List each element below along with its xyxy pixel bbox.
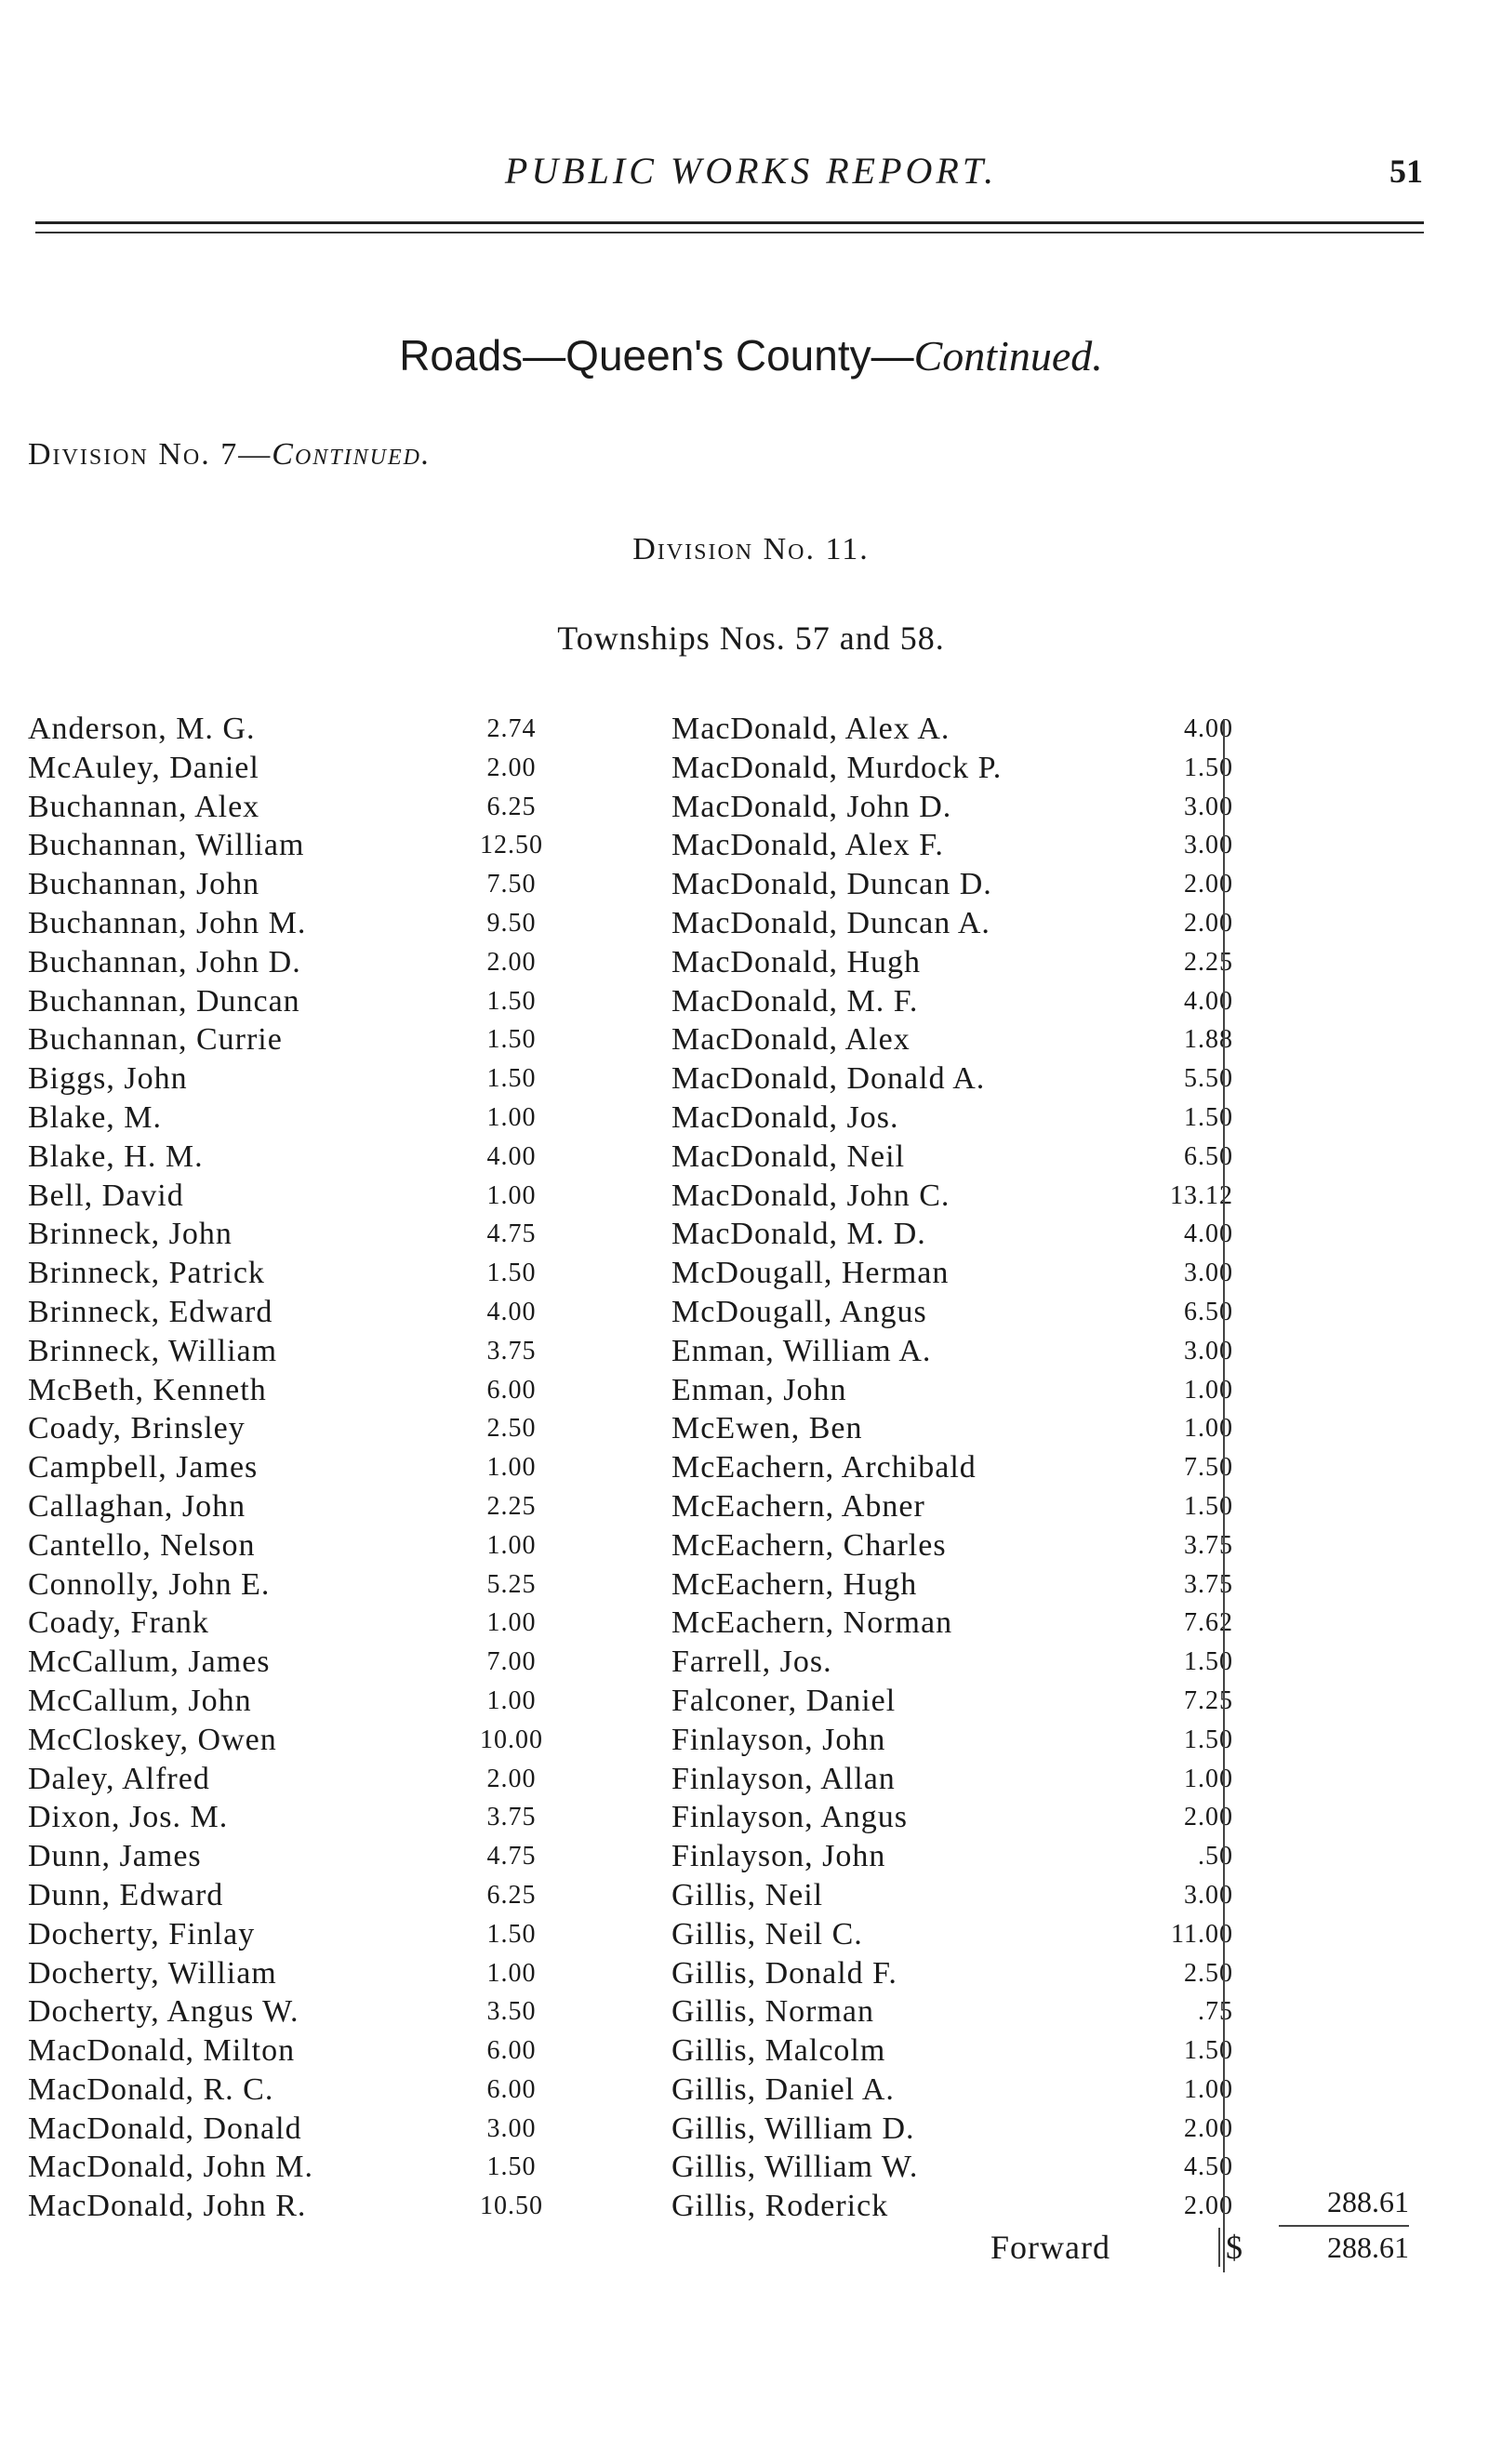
entry-name: McEwen, Ben xyxy=(671,1411,863,1446)
ledger-row xyxy=(28,1721,586,1760)
left-column xyxy=(28,710,586,2226)
entry-name: McCallum, James xyxy=(28,1645,271,1680)
entry-amount: 6.25 xyxy=(486,1880,537,1910)
entry-name: Gillis, Norman xyxy=(671,1994,874,2030)
townships-heading: Townships Nos. 57 and 58. xyxy=(557,619,945,657)
ledger-row xyxy=(28,1448,586,1487)
entry-amount: 1.00 xyxy=(1184,1414,1233,1444)
entry-name: Buchannan, Currie xyxy=(28,1022,283,1058)
entry-amount: 12.50 xyxy=(480,831,543,860)
entry-name: McCallum, John xyxy=(28,1683,252,1718)
entry-amount: 1.50 xyxy=(1184,1491,1233,1521)
ledger-row xyxy=(28,2031,586,2071)
entry-name: Campbell, James xyxy=(28,1450,259,1485)
entry-amount: 11.00 xyxy=(1171,1919,1233,1949)
entry-amount: 4.50 xyxy=(1184,2152,1233,2182)
ledger-row xyxy=(671,1215,1241,1254)
entry-amount: 1.50 xyxy=(1184,753,1233,782)
entry-amount: 6.25 xyxy=(486,792,537,821)
division-7-heading xyxy=(28,437,431,473)
entry-name: Dunn, James xyxy=(28,1839,202,1874)
ledger-row xyxy=(671,1526,1241,1565)
ledger-row xyxy=(671,1604,1241,1643)
entry-amount: 1.00 xyxy=(486,1685,537,1715)
entry-amount: 6.00 xyxy=(486,1375,537,1405)
ledger-row xyxy=(671,2187,1241,2226)
ledger-row xyxy=(671,1059,1241,1099)
entry-name: Gillis, Neil C. xyxy=(671,1916,863,1951)
entry-name: Enman, William A. xyxy=(671,1333,932,1368)
entry-amount: 4.00 xyxy=(1184,986,1233,1016)
ledger-row xyxy=(671,2110,1241,2149)
entry-amount: 3.75 xyxy=(486,1803,537,1832)
entry-name: MacDonald, Alex xyxy=(671,1022,911,1058)
entry-name: Buchannan, John D. xyxy=(28,944,301,979)
ledger-row xyxy=(28,826,586,865)
ledger-row xyxy=(671,1682,1241,1721)
entry-name: Callaghan, John xyxy=(28,1488,246,1524)
ledger-row xyxy=(28,1177,586,1216)
entry-amount: 3.00 xyxy=(1184,1336,1233,1365)
entry-name: Gillis, William W. xyxy=(671,2150,919,2185)
entry-name: Brinneck, William xyxy=(28,1333,278,1368)
page-number: 51 xyxy=(1389,153,1423,190)
entry-amount: 4.00 xyxy=(486,1141,537,1171)
entry-name: McEachern, Archibald xyxy=(671,1450,977,1485)
entry-amount: 3.75 xyxy=(1184,1530,1233,1560)
entry-name: MacDonald, Neil xyxy=(671,1139,906,1174)
entry-name: Docherty, William xyxy=(28,1955,277,1991)
entry-name: Anderson, M. G. xyxy=(28,712,256,746)
ledger-row xyxy=(28,865,586,904)
entry-amount: 1.00 xyxy=(1184,2074,1233,2104)
ledger-row xyxy=(671,1371,1241,1410)
ledger-row xyxy=(28,1954,586,1993)
ledger-row xyxy=(28,1760,586,1799)
forward-value: 288.61 xyxy=(1327,2231,1409,2264)
forward-label: Forward xyxy=(990,2229,1110,2266)
ledger-row xyxy=(28,1138,586,1177)
entry-name: Gillis, Neil xyxy=(671,1877,824,1912)
entry-name: MacDonald, Donald xyxy=(28,2111,302,2146)
entry-name: MacDonald, Jos. xyxy=(671,1099,899,1135)
ledger-row xyxy=(28,1409,586,1448)
entry-name: MacDonald, John M. xyxy=(28,2150,313,2185)
ledger-row xyxy=(28,1332,586,1371)
entry-amount: 7.62 xyxy=(1184,1608,1233,1638)
ledger-row xyxy=(28,1915,586,1954)
ledger-row xyxy=(671,788,1241,827)
ledger-row xyxy=(671,1992,1241,2031)
ledger-row xyxy=(28,1837,586,1876)
entry-amount: 1.00 xyxy=(1184,1375,1233,1405)
section-title-main: Roads—Queen's County— xyxy=(399,331,914,380)
entry-amount: 1.00 xyxy=(486,1608,537,1638)
ledger-row xyxy=(671,1138,1241,1177)
division-11-heading: Division No. 11. xyxy=(632,532,870,566)
entry-name: Blake, M. xyxy=(28,1099,163,1135)
entry-amount: 2.00 xyxy=(486,753,537,782)
ledger-row xyxy=(671,1915,1241,1954)
entry-amount: 1.00 xyxy=(486,1530,537,1560)
entry-amount: 4.75 xyxy=(486,1842,537,1871)
entry-amount: 3.00 xyxy=(1184,1259,1233,1288)
ledger-row xyxy=(671,1020,1241,1059)
entry-amount: .50 xyxy=(1198,1842,1233,1871)
entry-name: Buchannan, Alex xyxy=(28,789,260,824)
ledger-row xyxy=(671,982,1241,1021)
entry-name: McAuley, Daniel xyxy=(28,750,259,785)
ledger-row xyxy=(28,1798,586,1837)
entry-name: MacDonald, M. D. xyxy=(671,1217,926,1252)
entry-name: MacDonald, Milton xyxy=(28,2033,296,2069)
entry-amount: 2.00 xyxy=(486,1764,537,1793)
entry-name: MacDonald, John D. xyxy=(671,789,952,824)
ledger-row xyxy=(671,2031,1241,2071)
entry-amount: 2.25 xyxy=(1184,947,1233,977)
entry-name: McEachern, Norman xyxy=(671,1605,953,1641)
entry-amount: 1.50 xyxy=(486,1919,537,1949)
entry-name: McEachern, Hugh xyxy=(671,1566,918,1602)
entry-amount: 3.00 xyxy=(1184,1880,1233,1910)
header-rule-thick xyxy=(35,221,1424,224)
entry-amount: 4.00 xyxy=(1184,1219,1233,1249)
entry-amount: 9.50 xyxy=(486,908,537,938)
entry-name: Finlayson, Allan xyxy=(671,1761,896,1796)
ledger-row xyxy=(28,904,586,943)
entry-name: Buchannan, John xyxy=(28,867,260,902)
entry-amount: 7.25 xyxy=(1184,1685,1233,1715)
entry-name: Brinneck, Edward xyxy=(28,1294,273,1329)
entry-amount: 3.75 xyxy=(1184,1569,1233,1599)
ledger-row xyxy=(28,788,586,827)
entry-name: Finlayson, John xyxy=(671,1839,886,1874)
entry-name: MacDonald, Duncan D. xyxy=(671,867,992,902)
entry-amount: 10.50 xyxy=(480,2191,543,2221)
division-total: 288.61 xyxy=(1327,2185,1409,2218)
ledger-row xyxy=(671,943,1241,982)
ledger-row xyxy=(671,2071,1241,2110)
ledger-row xyxy=(28,1099,586,1138)
ledger-row xyxy=(671,1876,1241,1915)
entry-name: MacDonald, R. C. xyxy=(28,2071,274,2107)
ledger-row xyxy=(28,749,586,788)
entry-amount: 3.75 xyxy=(486,1336,537,1365)
entry-name: Bell, David xyxy=(28,1178,184,1213)
ledger-row xyxy=(28,2110,586,2149)
entry-name: Blake, H. M. xyxy=(28,1139,204,1174)
entry-name: Falconer, Daniel xyxy=(671,1683,897,1718)
entry-amount: 1.88 xyxy=(1184,1025,1233,1055)
entry-name: Docherty, Angus W. xyxy=(28,1994,299,2030)
entry-amount: 3.00 xyxy=(1184,831,1233,860)
ledger-row xyxy=(671,1760,1241,1799)
entry-name: Gillis, Malcolm xyxy=(671,2033,886,2069)
entry-amount: 2.00 xyxy=(1184,1803,1233,1832)
ledger-row xyxy=(671,1721,1241,1760)
entry-amount: 2.00 xyxy=(1184,908,1233,938)
entry-name: MacDonald, Alex A. xyxy=(671,712,950,746)
entry-amount: 1.50 xyxy=(1184,1102,1233,1132)
ledger-row xyxy=(28,1371,586,1410)
entry-name: MacDonald, John C. xyxy=(671,1178,950,1213)
ledger-row xyxy=(671,1487,1241,1526)
ledger-row xyxy=(671,1099,1241,1138)
entry-name: McBeth, Kenneth xyxy=(28,1372,267,1407)
entry-amount: 1.50 xyxy=(486,1064,537,1094)
entry-name: McDougall, Angus xyxy=(671,1294,927,1329)
entry-amount: 2.50 xyxy=(486,1414,537,1444)
ledger-row xyxy=(671,1409,1241,1448)
entry-name: McDougall, Herman xyxy=(671,1256,950,1291)
entry-amount: 4.75 xyxy=(486,1219,537,1249)
ledger-row xyxy=(28,1682,586,1721)
entry-amount: 1.00 xyxy=(1184,1764,1233,1793)
ledger-row xyxy=(28,982,586,1021)
entry-name: Buchannan, William xyxy=(28,828,305,863)
entry-amount: 2.25 xyxy=(486,1491,537,1521)
currency-symbol: $ xyxy=(1218,2228,1243,2267)
entry-name: Docherty, Finlay xyxy=(28,1916,256,1951)
entry-amount: 3.50 xyxy=(486,1997,537,2027)
ledger-row xyxy=(28,1604,586,1643)
ledger-row xyxy=(671,1565,1241,1605)
entry-name: MacDonald, Donald A. xyxy=(671,1061,986,1097)
entry-amount: 2.50 xyxy=(1184,1958,1233,1988)
entry-name: MacDonald, John R. xyxy=(28,2189,307,2224)
entry-name: Gillis, Donald F. xyxy=(671,1955,897,1991)
entry-name: Finlayson, Angus xyxy=(671,1800,909,1835)
ledger-row xyxy=(671,2148,1241,2187)
ledger-row xyxy=(671,1798,1241,1837)
ledger-row xyxy=(671,749,1241,788)
total-rule xyxy=(1279,2225,1409,2227)
ledger-row xyxy=(28,1020,586,1059)
entry-amount: 1.00 xyxy=(486,1180,537,1210)
entry-name: Brinneck, John xyxy=(28,1217,233,1252)
entry-amount: 10.00 xyxy=(480,1725,543,1754)
section-title xyxy=(0,330,1502,380)
entry-amount: 6.00 xyxy=(486,2036,537,2066)
ledger-row xyxy=(28,710,586,749)
entry-amount: 1.50 xyxy=(486,1259,537,1288)
entry-amount: 1.00 xyxy=(486,1958,537,1988)
ledger-row xyxy=(28,1487,586,1526)
entry-amount: 2.00 xyxy=(486,947,537,977)
ledger-row xyxy=(28,2071,586,2110)
ledger-row xyxy=(28,1876,586,1915)
entry-name: Biggs, John xyxy=(28,1061,188,1097)
ledger-row xyxy=(671,1954,1241,1993)
ledger-row xyxy=(671,1293,1241,1332)
entry-name: MacDonald, M. F. xyxy=(671,983,919,1019)
entry-amount: 1.50 xyxy=(486,1025,537,1055)
ledger-row xyxy=(671,1254,1241,1293)
entry-name: Daley, Alfred xyxy=(28,1761,210,1796)
ledger-row xyxy=(671,826,1241,865)
division-7-label: Division No. 7— xyxy=(28,437,272,472)
entry-amount: 3.00 xyxy=(486,2113,537,2143)
entry-name: Enman, John xyxy=(671,1372,847,1407)
entry-name: Coady, Frank xyxy=(28,1605,209,1641)
entry-name: Gillis, William D. xyxy=(671,2111,915,2146)
entry-amount: 1.50 xyxy=(1184,2036,1233,2066)
ledger-row xyxy=(28,943,586,982)
entry-amount: 13.12 xyxy=(1170,1180,1233,1210)
entry-name: Connolly, John E. xyxy=(28,1566,271,1602)
entry-amount: 1.50 xyxy=(1184,1647,1233,1677)
entry-name: Dixon, Jos. M. xyxy=(28,1800,229,1835)
entry-amount: 6.50 xyxy=(1184,1297,1233,1326)
entry-name: Finlayson, John xyxy=(671,1722,886,1757)
entry-amount: 5.50 xyxy=(1184,1064,1233,1094)
entry-name: MacDonald, Hugh xyxy=(671,944,922,979)
entry-name: Brinneck, Patrick xyxy=(28,1256,265,1291)
entry-name: Buchannan, John M. xyxy=(28,905,307,940)
entry-name: MacDonald, Duncan A. xyxy=(671,905,990,940)
entry-name: Cantello, Nelson xyxy=(28,1527,256,1563)
entry-amount: 1.50 xyxy=(1184,1725,1233,1754)
entry-amount: 2.00 xyxy=(1184,2113,1233,2143)
entry-name: McCloskey, Owen xyxy=(28,1722,277,1757)
ledger-row xyxy=(671,904,1241,943)
ledger-row xyxy=(671,1177,1241,1216)
entry-amount: 2.74 xyxy=(486,714,537,743)
entry-amount: 6.50 xyxy=(1184,1141,1233,1171)
ledger-row xyxy=(28,2187,586,2226)
section-title-continued: Continued. xyxy=(913,332,1103,380)
entry-name: McEachern, Abner xyxy=(671,1488,925,1524)
ledger-row xyxy=(28,1643,586,1682)
ledger-row xyxy=(28,1992,586,2031)
entry-amount: 1.50 xyxy=(486,986,537,1016)
entry-name: Farrell, Jos. xyxy=(671,1645,832,1680)
entry-amount: 7.00 xyxy=(486,1647,537,1677)
ledger-row xyxy=(28,1293,586,1332)
entry-amount: 1.00 xyxy=(486,1453,537,1483)
entry-amount: 2.00 xyxy=(1184,2191,1233,2221)
entry-amount: .75 xyxy=(1198,1997,1233,2027)
entry-amount: 6.00 xyxy=(486,2074,537,2104)
right-column xyxy=(671,710,1241,2226)
ledger-row xyxy=(28,2148,586,2187)
ledger-row xyxy=(28,1526,586,1565)
ledger-row xyxy=(671,710,1241,749)
entry-name: MacDonald, Murdock P. xyxy=(671,750,1003,785)
entry-amount: 4.00 xyxy=(1184,714,1233,743)
ledger-row xyxy=(671,1448,1241,1487)
entry-amount: 3.00 xyxy=(1184,792,1233,821)
ledger-row xyxy=(28,1059,586,1099)
entry-name: MacDonald, Alex F. xyxy=(671,828,944,863)
ledger-row xyxy=(671,865,1241,904)
division-7-continued: Continued. xyxy=(272,437,432,472)
entry-name: Gillis, Daniel A. xyxy=(671,2071,895,2107)
entry-amount: 2.00 xyxy=(1184,870,1233,899)
entry-amount: 1.50 xyxy=(486,2152,537,2182)
entry-amount: 5.25 xyxy=(486,1569,537,1599)
entry-amount: 7.50 xyxy=(486,870,537,899)
entry-amount: 1.00 xyxy=(486,1102,537,1132)
ledger-row xyxy=(671,1643,1241,1682)
ledger-row xyxy=(671,1332,1241,1371)
entry-name: Gillis, Roderick xyxy=(671,2189,889,2224)
ledger-row xyxy=(28,1254,586,1293)
entry-name: Coady, Brinsley xyxy=(28,1411,246,1446)
entry-name: McEachern, Charles xyxy=(671,1527,947,1563)
header-rule-thin xyxy=(35,232,1424,233)
running-header-title: PUBLIC WORKS REPORT. xyxy=(504,150,998,192)
ledger-row xyxy=(28,1565,586,1605)
entry-name: Buchannan, Duncan xyxy=(28,983,300,1019)
ledger-row xyxy=(28,1215,586,1254)
entry-amount: 7.50 xyxy=(1184,1453,1233,1483)
ledger-row xyxy=(671,1837,1241,1876)
amount-column-rule xyxy=(1223,719,1225,2272)
entry-name: Dunn, Edward xyxy=(28,1877,224,1912)
entry-amount: 4.00 xyxy=(486,1297,537,1326)
